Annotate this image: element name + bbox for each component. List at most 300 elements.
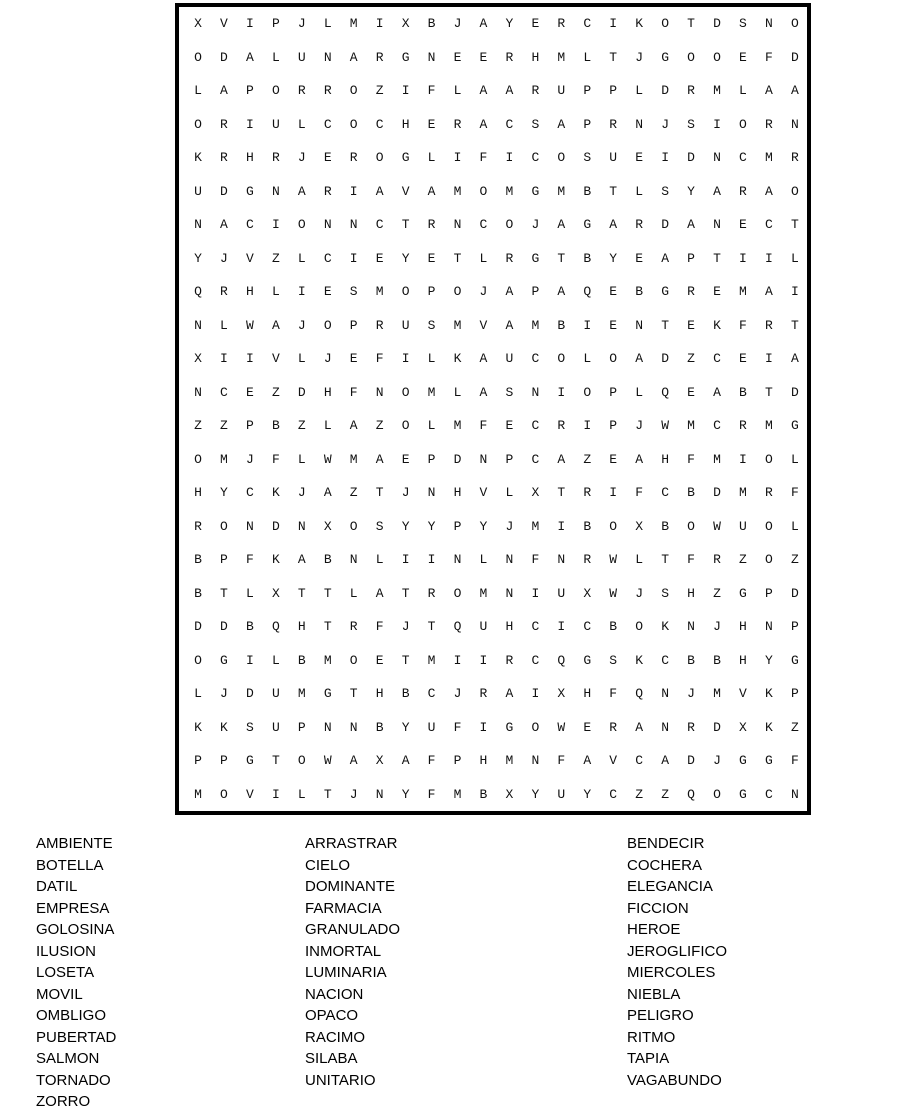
grid-letter[interactable]: U <box>271 686 280 701</box>
grid-letter[interactable]: N <box>375 786 384 802</box>
grid-letter[interactable]: R <box>220 116 228 132</box>
grid-letter[interactable]: D <box>453 451 462 467</box>
grid-letter[interactable]: N <box>505 552 514 567</box>
grid-letter[interactable]: H <box>297 619 306 634</box>
grid-letter[interactable]: H <box>739 619 747 634</box>
grid-letter[interactable]: R <box>349 619 358 634</box>
grid-letter[interactable]: A <box>427 183 436 199</box>
grid-letter[interactable]: V <box>271 351 280 366</box>
grid-letter[interactable]: P <box>583 116 592 132</box>
grid-letter[interactable]: L <box>323 418 332 433</box>
grid-letter[interactable]: N <box>687 619 695 634</box>
grid-letter[interactable]: C <box>583 16 592 31</box>
grid-letter[interactable]: X <box>375 753 384 768</box>
grid-letter[interactable]: B <box>427 16 436 31</box>
grid-letter[interactable]: G <box>739 753 747 768</box>
grid-letter[interactable]: L <box>271 49 280 65</box>
grid-letter[interactable]: M <box>505 753 514 768</box>
grid-letter[interactable]: B <box>323 552 332 567</box>
grid-letter[interactable]: N <box>557 552 566 567</box>
grid-letter[interactable]: C <box>609 786 618 802</box>
grid-letter[interactable]: M <box>427 652 436 668</box>
grid-letter[interactable]: O <box>764 451 773 467</box>
grid-letter[interactable]: A <box>323 485 332 500</box>
grid-letter[interactable]: J <box>635 585 644 601</box>
grid-letter[interactable]: T <box>790 217 799 232</box>
grid-letter[interactable]: P <box>505 451 514 467</box>
grid-letter[interactable]: E <box>713 284 721 299</box>
grid-letter[interactable]: N <box>349 719 358 735</box>
grid-letter[interactable]: Y <box>609 250 618 266</box>
grid-letter[interactable]: T <box>297 585 306 601</box>
grid-letter[interactable]: T <box>401 585 410 601</box>
grid-letter[interactable]: V <box>245 786 254 802</box>
grid-letter[interactable]: R <box>764 116 773 132</box>
grid-letter[interactable]: G <box>401 49 410 65</box>
grid-letter[interactable]: R <box>739 418 747 433</box>
grid-letter[interactable]: M <box>557 49 566 65</box>
grid-letter[interactable]: U <box>557 83 566 98</box>
grid-letter[interactable]: A <box>764 83 773 98</box>
grid-letter[interactable]: S <box>661 585 669 601</box>
grid-letter[interactable]: T <box>220 585 228 601</box>
grid-letter[interactable]: X <box>401 16 410 31</box>
grid-letter[interactable]: F <box>635 485 644 500</box>
grid-letter[interactable]: I <box>764 250 773 266</box>
grid-letter[interactable]: Z <box>739 552 747 567</box>
grid-letter[interactable]: C <box>764 217 773 232</box>
grid-letter[interactable]: I <box>713 116 721 132</box>
grid-letter[interactable]: D <box>271 518 280 534</box>
grid-letter[interactable]: P <box>245 418 254 433</box>
grid-letter[interactable]: Z <box>375 418 384 433</box>
grid-letter[interactable]: K <box>271 485 280 500</box>
grid-letter[interactable]: M <box>713 83 721 98</box>
grid-letter[interactable]: R <box>713 552 721 567</box>
grid-letter[interactable]: O <box>194 116 202 132</box>
grid-letter[interactable]: P <box>790 686 799 701</box>
grid-letter[interactable]: C <box>635 753 644 768</box>
grid-letter[interactable]: G <box>583 652 592 668</box>
grid-letter[interactable]: N <box>349 217 358 232</box>
grid-letter[interactable]: K <box>194 150 202 165</box>
grid-letter[interactable]: I <box>245 16 254 31</box>
grid-letter[interactable]: A <box>479 116 488 132</box>
grid-letter[interactable]: R <box>687 83 695 98</box>
grid-letter[interactable]: O <box>453 284 462 299</box>
grid-letter[interactable]: I <box>609 16 618 31</box>
grid-letter[interactable]: H <box>245 284 254 299</box>
grid-letter[interactable]: T <box>609 183 618 199</box>
grid-letter[interactable]: O <box>401 384 410 400</box>
grid-letter[interactable]: R <box>635 217 644 232</box>
grid-letter[interactable]: E <box>739 217 747 232</box>
grid-letter[interactable]: F <box>427 753 436 768</box>
grid-letter[interactable]: J <box>220 250 228 266</box>
grid-letter[interactable]: H <box>401 116 410 132</box>
grid-letter[interactable]: L <box>375 552 384 567</box>
grid-letter[interactable]: O <box>661 16 669 31</box>
grid-letter[interactable]: I <box>349 250 358 266</box>
grid-letter[interactable]: R <box>609 719 618 735</box>
grid-letter[interactable]: R <box>687 284 695 299</box>
grid-letter[interactable]: T <box>375 485 384 500</box>
grid-letter[interactable]: N <box>271 183 280 199</box>
grid-letter[interactable]: O <box>297 217 306 232</box>
grid-letter[interactable]: J <box>453 16 462 31</box>
grid-letter[interactable]: B <box>713 652 721 668</box>
grid-letter[interactable]: O <box>790 183 799 199</box>
grid-letter[interactable]: R <box>505 49 514 65</box>
grid-letter[interactable]: M <box>453 786 462 802</box>
grid-letter[interactable]: B <box>687 652 695 668</box>
grid-letter[interactable]: J <box>713 753 721 768</box>
grid-letter[interactable]: E <box>479 49 488 65</box>
grid-letter[interactable]: O <box>635 619 644 634</box>
grid-letter[interactable]: V <box>401 183 410 199</box>
grid-letter[interactable]: P <box>453 753 462 768</box>
grid-letter[interactable]: D <box>661 217 669 232</box>
grid-letter[interactable]: R <box>739 183 747 199</box>
grid-letter[interactable]: S <box>609 652 618 668</box>
grid-letter[interactable]: I <box>245 652 254 668</box>
grid-letter[interactable]: B <box>557 317 566 333</box>
grid-letter[interactable]: F <box>687 552 695 567</box>
grid-letter[interactable]: E <box>687 384 695 400</box>
grid-letter[interactable]: Y <box>194 250 202 266</box>
grid-letter[interactable]: J <box>220 686 228 701</box>
grid-letter[interactable]: M <box>297 686 306 701</box>
grid-letter[interactable]: H <box>453 485 462 500</box>
grid-letter[interactable]: X <box>194 351 202 366</box>
grid-letter[interactable]: N <box>427 49 436 65</box>
grid-letter[interactable]: X <box>194 16 202 31</box>
grid-letter[interactable]: R <box>583 552 592 567</box>
grid-letter[interactable]: O <box>687 518 695 534</box>
grid-letter[interactable]: H <box>505 619 514 634</box>
grid-letter[interactable]: Z <box>583 451 592 467</box>
grid-letter[interactable]: L <box>245 585 254 601</box>
grid-letter[interactable]: E <box>531 16 540 31</box>
grid-letter[interactable]: G <box>790 418 799 433</box>
grid-letter[interactable]: L <box>427 150 436 165</box>
grid-letter[interactable]: R <box>505 652 514 668</box>
grid-letter[interactable]: M <box>764 418 773 433</box>
grid-letter[interactable]: M <box>453 317 462 333</box>
grid-letter[interactable]: A <box>635 351 644 366</box>
grid-letter[interactable]: M <box>531 317 540 333</box>
grid-letter[interactable]: Z <box>271 250 280 266</box>
grid-letter[interactable]: R <box>583 485 592 500</box>
grid-letter[interactable]: J <box>713 619 721 634</box>
grid-letter[interactable]: D <box>713 16 721 31</box>
grid-letter[interactable]: F <box>375 619 384 634</box>
grid-letter[interactable]: A <box>609 217 618 232</box>
grid-letter[interactable]: E <box>323 150 332 165</box>
grid-letter[interactable]: N <box>713 150 721 165</box>
grid-letter[interactable]: I <box>297 284 306 299</box>
grid-letter[interactable]: A <box>375 183 384 199</box>
grid-letter[interactable]: N <box>427 485 436 500</box>
grid-letter[interactable]: P <box>427 284 436 299</box>
grid-letter[interactable]: N <box>635 116 644 132</box>
grid-letter[interactable]: L <box>297 250 306 266</box>
grid-letter[interactable]: G <box>739 585 747 601</box>
grid-letter[interactable]: N <box>479 451 488 467</box>
grid-letter[interactable]: W <box>323 753 332 768</box>
grid-letter[interactable]: X <box>739 719 747 735</box>
grid-letter[interactable]: N <box>323 719 332 735</box>
grid-letter[interactable]: Y <box>764 652 773 668</box>
grid-letter[interactable]: F <box>687 451 695 467</box>
grid-letter[interactable]: S <box>349 284 358 299</box>
grid-letter[interactable]: A <box>687 217 695 232</box>
grid-letter[interactable]: S <box>739 16 747 31</box>
grid-letter[interactable]: U <box>271 116 280 132</box>
grid-letter[interactable]: R <box>764 485 773 500</box>
grid-letter[interactable]: G <box>661 284 669 299</box>
grid-letter[interactable]: Y <box>427 518 436 534</box>
grid-letter[interactable]: M <box>220 451 228 467</box>
grid-letter[interactable]: G <box>739 786 747 802</box>
grid-letter[interactable]: L <box>271 652 280 668</box>
grid-letter[interactable]: P <box>194 753 202 768</box>
grid-letter[interactable]: X <box>505 786 514 802</box>
grid-letter[interactable]: F <box>245 552 254 567</box>
grid-letter[interactable]: O <box>453 585 462 601</box>
grid-letter[interactable]: U <box>739 518 747 534</box>
grid-letter[interactable]: H <box>323 384 332 400</box>
grid-letter[interactable]: I <box>375 16 384 31</box>
grid-letter[interactable]: D <box>687 150 695 165</box>
grid-letter[interactable]: T <box>323 585 332 601</box>
grid-letter[interactable]: U <box>609 150 618 165</box>
grid-letter[interactable]: A <box>505 83 514 98</box>
grid-letter[interactable]: O <box>479 183 488 199</box>
grid-letter[interactable]: N <box>297 518 306 534</box>
grid-letter[interactable]: I <box>401 83 410 98</box>
grid-letter[interactable]: A <box>375 451 384 467</box>
grid-letter[interactable]: F <box>531 552 540 567</box>
grid-letter[interactable]: C <box>427 686 436 701</box>
grid-letter[interactable]: G <box>323 686 332 701</box>
grid-letter[interactable]: R <box>790 150 799 165</box>
grid-letter[interactable]: H <box>687 585 695 601</box>
grid-letter[interactable]: A <box>557 217 566 232</box>
grid-letter[interactable]: D <box>790 585 799 601</box>
grid-letter[interactable]: O <box>349 116 358 132</box>
grid-letter[interactable]: E <box>349 351 358 366</box>
grid-letter[interactable]: I <box>531 686 540 701</box>
grid-letter[interactable]: O <box>349 518 358 534</box>
grid-letter[interactable]: G <box>245 183 254 199</box>
grid-letter[interactable]: I <box>271 217 280 232</box>
grid-letter[interactable]: A <box>349 49 358 65</box>
grid-letter[interactable]: P <box>297 719 306 735</box>
grid-letter[interactable]: V <box>609 753 618 768</box>
grid-letter[interactable]: M <box>687 418 695 433</box>
grid-letter[interactable]: M <box>739 284 747 299</box>
grid-letter[interactable]: K <box>635 16 644 31</box>
grid-letter[interactable]: X <box>557 686 566 701</box>
grid-letter[interactable]: D <box>220 49 228 65</box>
grid-letter[interactable]: I <box>739 250 747 266</box>
grid-letter[interactable]: L <box>739 83 747 98</box>
grid-letter[interactable]: P <box>583 83 592 98</box>
grid-letter[interactable]: H <box>245 150 254 165</box>
grid-letter[interactable]: R <box>297 83 306 98</box>
grid-letter[interactable]: E <box>635 250 644 266</box>
grid-letter[interactable]: G <box>661 49 669 65</box>
grid-letter[interactable]: B <box>479 786 488 802</box>
grid-letter[interactable]: H <box>583 686 592 701</box>
grid-letter[interactable]: O <box>687 49 695 65</box>
grid-letter[interactable]: Z <box>635 786 644 802</box>
grid-letter[interactable]: A <box>220 83 228 98</box>
grid-letter[interactable]: U <box>557 786 566 802</box>
grid-letter[interactable]: D <box>220 619 228 634</box>
grid-letter[interactable]: A <box>661 250 669 266</box>
grid-letter[interactable]: O <box>401 418 410 433</box>
grid-letter[interactable]: O <box>349 83 358 98</box>
grid-letter[interactable]: T <box>790 317 799 333</box>
grid-letter[interactable]: R <box>375 317 384 333</box>
grid-letter[interactable]: O <box>349 652 358 668</box>
grid-letter[interactable]: G <box>245 753 254 768</box>
grid-letter[interactable]: A <box>635 719 644 735</box>
grid-letter[interactable]: P <box>531 284 540 299</box>
grid-letter[interactable]: B <box>401 686 410 701</box>
grid-letter[interactable]: C <box>531 150 540 165</box>
grid-letter[interactable]: P <box>609 418 618 433</box>
grid-letter[interactable]: Z <box>194 418 202 433</box>
grid-letter[interactable]: P <box>349 317 358 333</box>
grid-letter[interactable]: F <box>427 83 436 98</box>
grid-letter[interactable]: E <box>635 150 644 165</box>
grid-letter[interactable]: K <box>453 351 462 366</box>
grid-letter[interactable]: I <box>427 552 436 567</box>
grid-letter[interactable]: L <box>583 49 592 65</box>
grid-letter[interactable]: R <box>505 250 514 266</box>
grid-letter[interactable]: A <box>505 686 514 701</box>
grid-letter[interactable]: T <box>557 250 566 266</box>
grid-letter[interactable]: L <box>453 384 462 400</box>
grid-letter[interactable]: I <box>557 619 566 634</box>
grid-letter[interactable]: L <box>790 451 799 467</box>
grid-letter[interactable]: I <box>531 585 540 601</box>
grid-letter[interactable]: V <box>479 485 488 500</box>
grid-letter[interactable]: B <box>609 619 618 634</box>
grid-letter[interactable]: O <box>557 351 566 366</box>
grid-letter[interactable]: R <box>349 150 358 165</box>
grid-letter[interactable]: P <box>609 384 618 400</box>
grid-letter[interactable]: K <box>271 552 280 567</box>
grid-letter[interactable]: S <box>583 150 592 165</box>
grid-letter[interactable]: R <box>687 719 695 735</box>
grid-letter[interactable]: S <box>245 719 254 735</box>
grid-letter[interactable]: A <box>401 753 410 768</box>
grid-letter[interactable]: A <box>479 16 488 31</box>
grid-letter[interactable]: J <box>297 485 306 500</box>
grid-letter[interactable]: E <box>739 351 747 366</box>
grid-letter[interactable]: I <box>739 451 747 467</box>
grid-letter[interactable]: B <box>583 183 592 199</box>
grid-letter[interactable]: S <box>375 518 384 534</box>
grid-letter[interactable]: I <box>479 652 488 668</box>
grid-letter[interactable]: A <box>635 451 644 467</box>
grid-letter[interactable]: T <box>401 217 410 232</box>
grid-letter[interactable]: N <box>453 217 462 232</box>
grid-letter[interactable]: A <box>557 284 566 299</box>
grid-letter[interactable]: A <box>220 217 228 232</box>
grid-letter[interactable]: M <box>453 418 462 433</box>
grid-letter[interactable]: R <box>220 284 228 299</box>
grid-letter[interactable]: I <box>245 116 254 132</box>
grid-letter[interactable]: C <box>505 116 514 132</box>
grid-letter[interactable]: T <box>713 250 721 266</box>
grid-letter[interactable]: R <box>531 83 540 98</box>
grid-letter[interactable]: N <box>453 552 462 567</box>
grid-letter[interactable]: E <box>427 250 436 266</box>
grid-letter[interactable]: K <box>194 719 202 735</box>
grid-letter[interactable]: M <box>739 485 747 500</box>
grid-letter[interactable]: U <box>479 619 488 634</box>
grid-letter[interactable]: U <box>271 719 280 735</box>
grid-letter[interactable]: Y <box>401 786 410 802</box>
grid-letter[interactable]: Z <box>713 585 721 601</box>
grid-letter[interactable]: R <box>427 585 436 601</box>
grid-letter[interactable]: E <box>375 652 384 668</box>
grid-letter[interactable]: A <box>271 317 280 333</box>
grid-letter[interactable]: N <box>323 49 332 65</box>
grid-letter[interactable]: E <box>323 284 332 299</box>
grid-letter[interactable]: T <box>323 786 332 802</box>
grid-letter[interactable]: A <box>297 183 306 199</box>
grid-letter[interactable]: Q <box>687 786 695 802</box>
grid-letter[interactable]: A <box>764 183 773 199</box>
grid-letter[interactable]: M <box>349 16 358 31</box>
grid-letter[interactable]: Z <box>790 719 799 735</box>
grid-letter[interactable]: Y <box>401 518 410 534</box>
grid-letter[interactable]: C <box>245 217 254 232</box>
grid-letter[interactable]: E <box>609 284 618 299</box>
grid-letter[interactable]: D <box>194 619 202 634</box>
grid-letter[interactable]: H <box>531 49 540 65</box>
grid-letter[interactable]: S <box>531 116 540 132</box>
grid-letter[interactable]: T <box>349 686 358 701</box>
grid-letter[interactable]: O <box>297 753 306 768</box>
grid-letter[interactable]: O <box>323 317 332 333</box>
grid-letter[interactable]: X <box>635 518 644 534</box>
grid-letter[interactable]: L <box>635 183 644 199</box>
grid-letter[interactable]: A <box>505 284 514 299</box>
grid-letter[interactable]: P <box>453 518 462 534</box>
grid-letter[interactable]: Y <box>531 786 540 802</box>
grid-letter[interactable]: N <box>531 384 540 400</box>
grid-letter[interactable]: F <box>349 384 358 400</box>
grid-letter[interactable]: I <box>583 317 592 333</box>
grid-letter[interactable]: F <box>375 351 384 366</box>
grid-letter[interactable]: D <box>790 49 799 65</box>
grid-letter[interactable]: N <box>713 217 721 232</box>
grid-letter[interactable]: N <box>661 719 669 735</box>
grid-letter[interactable]: D <box>713 485 721 500</box>
grid-letter[interactable]: H <box>661 451 669 467</box>
grid-letter[interactable]: D <box>687 753 695 768</box>
grid-letter[interactable]: J <box>505 518 514 534</box>
grid-letter[interactable]: Z <box>661 786 669 802</box>
grid-letter[interactable]: U <box>505 351 514 366</box>
